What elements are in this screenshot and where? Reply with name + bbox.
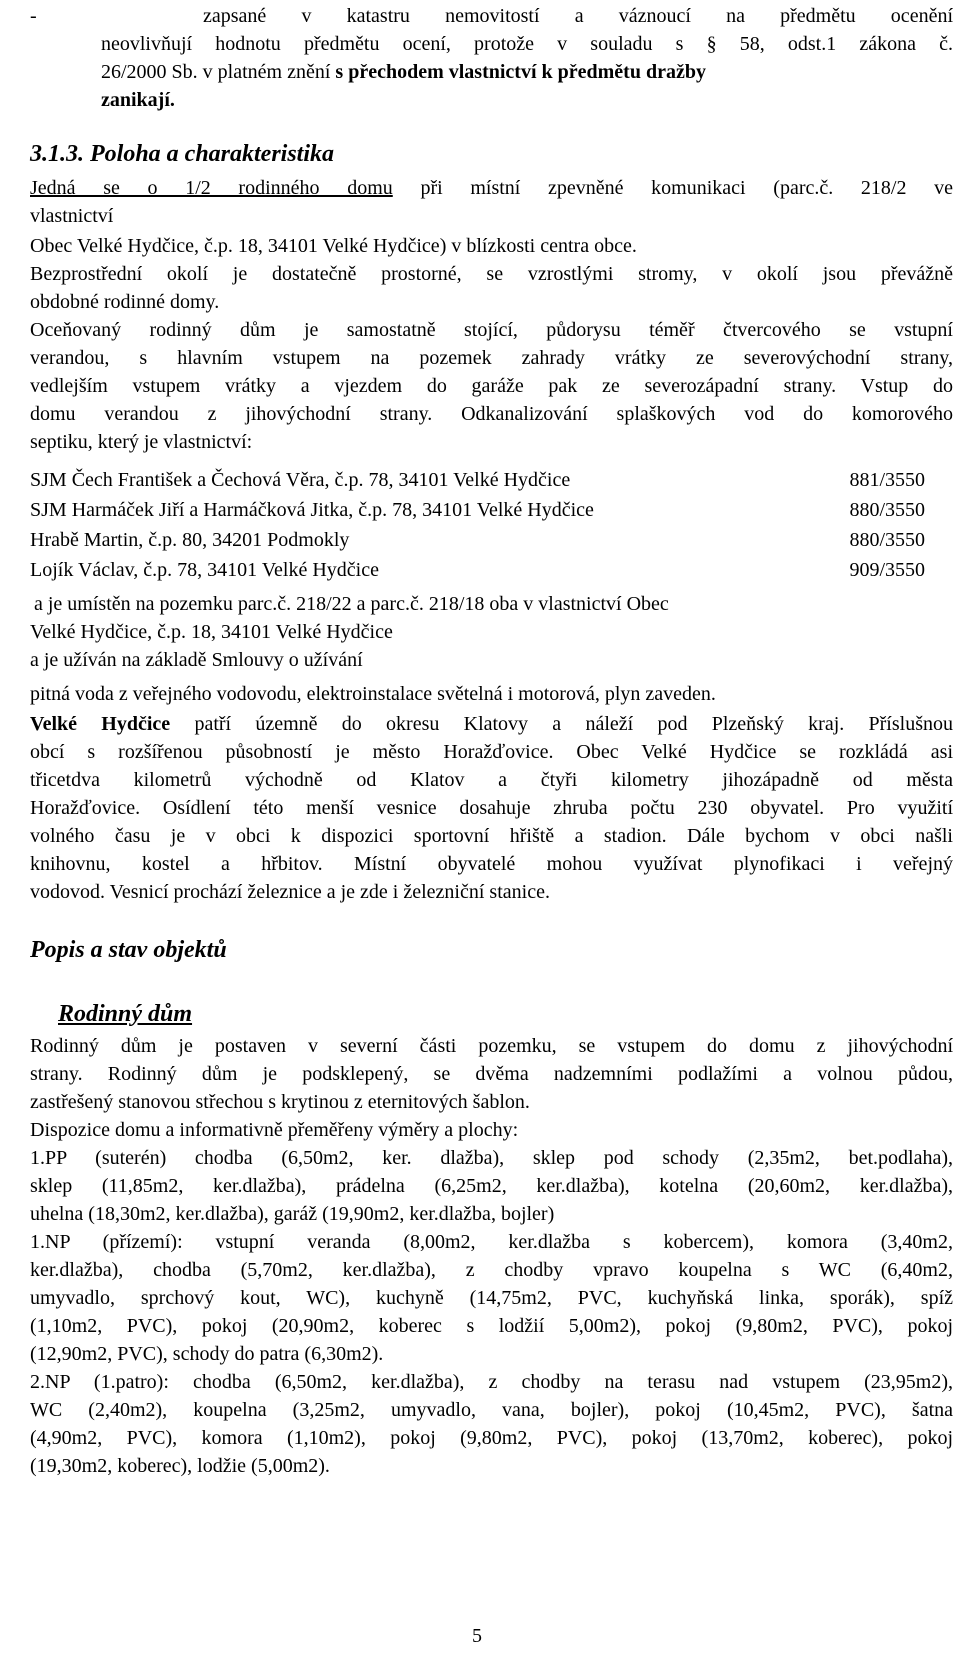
owner-share: 909/3550 <box>849 559 925 581</box>
np2-line-4: (19,30m2, koberec), lodžie (5,00m2). <box>30 1455 330 1477</box>
owner-share: 881/3550 <box>849 469 925 491</box>
np1-line-4: (1,10m2, PVC), pokoj (20,90m2, koberec s lodžií 5,00m2), pokoj (9,80m2, PVC), pokoj <box>30 1315 953 1337</box>
section-heading: 3.1.3. Poloha a charakteristika <box>30 141 335 167</box>
p3-line-3: vedlejším vstupem vrátky a vjezdem do garáže pak ze severozápadní strany. Vstup do <box>30 375 953 397</box>
d1-line-3: zastřešený stanovou střechou s krytinou z eternitových šablon. <box>30 1091 530 1113</box>
owner-share: 880/3550 <box>849 529 925 551</box>
p6-line-7: vodovod. Vesnicí prochází železnice a je zde i železniční stanice. <box>30 881 550 903</box>
p1-rest: při místní zpevněné komunikaci (parc.č. 218/2 ve <box>420 177 954 199</box>
p3-line-5: septiku, který je vlastnictví: <box>30 431 253 453</box>
owner-name: Hrabě Martin, č.p. 80, 34201 Podmokly <box>30 529 350 551</box>
owner-share: 880/3550 <box>849 499 925 521</box>
owner-name: Lojík Václav, č.p. 78, 34101 Velké Hydčice <box>30 559 379 581</box>
pp-line-2: sklep (11,85m2, ker.dlažba), prádelna (6,25m2, ker.dlažba), kotelna (20,60m2, ker.dlažba), <box>30 1175 953 1197</box>
p6-line-3: třicetdva kilometrů východně od Klatov a čtyři kilometry jihozápadně od města <box>30 769 953 791</box>
p2-line-2: obdobné rodinné domy. <box>30 291 220 313</box>
p5-line: pitná voda z veřejného vodovodu, elektroinstalace světelná i motorová, plyn zaveden. <box>30 683 716 705</box>
pp-line-3: uhelna (18,30m2, ker.dlažba), garáž (19,90m2, ker.dlažba, bojler) <box>30 1203 555 1225</box>
d1-line-2: strany. Rodinný dům je podsklepený, se dvěma nadzemními podlažími a volnou půdou, <box>30 1063 953 1085</box>
p1-underlined: Jedná se o 1/2 rodinného domu <box>30 177 393 199</box>
p6-bold-name: Velké Hydčice <box>30 713 171 735</box>
p4-line-2: Velké Hydčice, č.p. 18, 34101 Velké Hydčice <box>30 621 393 643</box>
np1-line-3: umyvadlo, sprchový kout, WC), kuchyně (14,75m2, PVC, kuchyňská linka, sporák), spíž <box>30 1287 953 1309</box>
owner-name: SJM Harmáček Jiří a Harmáčková Jitka, č.p. 78, 34101 Velké Hydčice <box>30 499 594 521</box>
p6-line-1 <box>30 710 953 738</box>
p3-line-4: domu verandou z jihovýchodní strany. Odkanalizování splaškových vod do komorového <box>30 403 953 425</box>
intro-line-1: zapsané v katastru nemovitostí a váznoucí na předmětu ocenění <box>203 5 953 27</box>
popis-subheading: Rodinný dům <box>58 1001 193 1027</box>
np1-line-1: 1.NP (přízemí): vstupní veranda (8,00m2, ker.dlažba s kobercem), komora (3,40m2, <box>30 1231 953 1253</box>
intro-line-3 <box>101 58 706 86</box>
np1-line-2: ker.dlažba), chodba (5,70m2, ker.dlažba), z chodby vpravo koupelna s WC (6,40m2, <box>30 1259 953 1281</box>
p1-line-1 <box>30 174 953 202</box>
np2-line-1: 2.NP (1.patro): chodba (6,50m2, ker.dlažba), z chodby na terasu nad vstupem (23,95m2), <box>30 1371 953 1393</box>
list-dash: - <box>30 5 37 27</box>
d2-line: Dispozice domu a informativně přeměřeny výměry a plochy: <box>30 1119 519 1141</box>
d1-line-1: Rodinný dům je postaven v severní části pozemku, se vstupem do domu z jihovýchodní <box>30 1035 953 1057</box>
p3-line-2: verandou, s hlavním vstupem na pozemek zahrady vrátky ze severovýchodní strany, <box>30 347 953 369</box>
np2-line-3: (4,90m2, PVC), komora (1,10m2), pokoj (9,80m2, PVC), pokoj (13,70m2, koberec), pokoj <box>30 1427 953 1449</box>
intro-line-2: neovlivňují hodnotu předmětu ocení, protože v souladu s § 58, odst.1 zákona č. <box>101 33 953 55</box>
p6-rest: patří územně do okresu Klatovy a náleží pod Plzeňský kraj. Příslušnou <box>194 713 953 735</box>
p6-line-5: volného času je v obci k dispozici sportovní hřiště a stadion. Dále bychom v obci našli <box>30 825 953 847</box>
np1-line-5: (12,90m2, PVC), schody do patra (6,30m2). <box>30 1343 384 1365</box>
owner-name: SJM Čech František a Čechová Věra, č.p. 78, 34101 Velké Hydčice <box>30 469 571 491</box>
p1-line-3: Obec Velké Hydčice, č.p. 18, 34101 Velké Hydčice) v blízkosti centra obce. <box>30 235 637 257</box>
p6-line-6: knihovnu, kostel a hřbitov. Místní obyvatelé mohou využívat plynofikaci i veřejný <box>30 853 953 875</box>
p1-line-2: vlastnictví <box>30 205 114 227</box>
page-number: 5 <box>472 1625 482 1647</box>
intro-line-3-bold: s přechodem vlastnictví k předmětu dražby <box>335 61 706 83</box>
intro-line-4: zanikají. <box>101 89 175 111</box>
p3-line-1: Oceňovaný rodinný dům je samostatně stojící, půdorysu téměř čtvercového se vstupní <box>30 319 953 341</box>
np2-line-2: WC (2,40m2), koupelna (3,25m2, umyvadlo, vana, bojler), pokoj (10,45m2, PVC), šatna <box>30 1399 953 1421</box>
p4-line-1: a je umístěn na pozemku parc.č. 218/22 a parc.č. 218/18 oba v vlastnictví Obec <box>34 593 669 615</box>
pp-line-1: 1.PP (suterén) chodba (6,50m2, ker. dlažba), sklep pod schody (2,35m2, bet.podlaha), <box>30 1147 953 1169</box>
p6-line-4: Horažďovice. Osídlení této menší vesnice dosahuje zhruba počtu 230 obyvatel. Pro využití <box>30 797 953 819</box>
p6-line-2: obcí s rozšířenou působností je město Horažďovice. Obec Velké Hydčice se rozkládá asi <box>30 741 953 763</box>
p2-line-1: Bezprostřední okolí je dostatečně prostorné, se vzrostlými stromy, v okolí jsou převážně <box>30 263 953 285</box>
intro-line-3-normal: 26/2000 Sb. v platném znění <box>101 61 331 83</box>
p4-line-3: a je užíván na základě Smlouvy o užívání <box>30 649 363 671</box>
popis-heading: Popis a stav objektů <box>30 937 227 963</box>
